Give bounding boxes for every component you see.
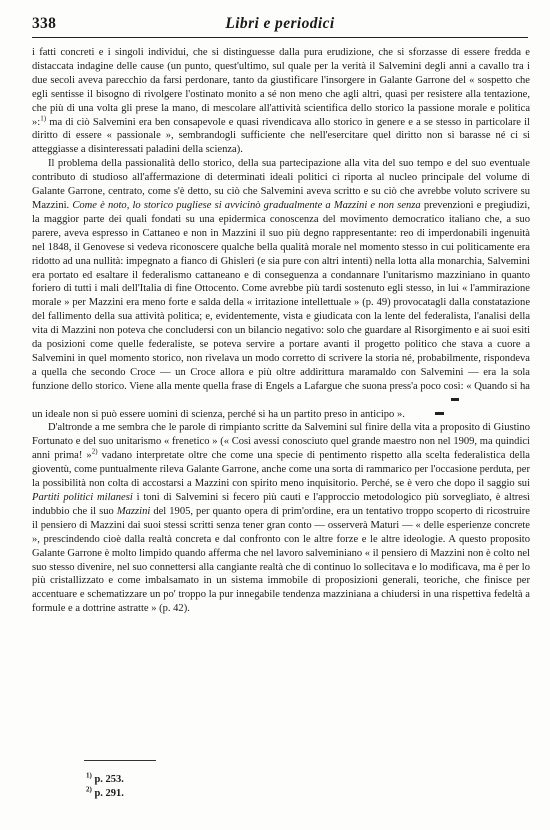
running-title: Libri e periodici — [225, 15, 335, 32]
footnote-ref-1: 1) — [40, 114, 47, 123]
text-run: vadano interpretate oltre che come una specie di pentimento rispetto alla scelta federalistica della gioventù, come puntualmente rileva Galante Garrone, anche come una sorta di rammarico per l'occasione perduta, per la possibilità non colta di accostarsi a Mazzini con spirito meno inquisitorio. Perché, se è vero che dopo il saggio sui — [32, 450, 530, 490]
text-run: i fatti concreti e i singoli individui, che si distinguesse dalla pura erudizione, che si sforzasse di essere fredda e distaccata indagine delle cause (un punto, quest'ultimo, sul quale per la verità il Salvemini degli anni a cavallo tra i due secoli aveva parecchio da farsi perdonare, tanto da giustificare l'insorgere in Galante Garrone del « sospetto che egli sentisse il bisogno di rivolgere l'ostinato monito a sé non meno che agli altri, quasi per resistere alla tentazione, che più di una volta gli prese la mano, di mescolare all'attività scientifica dello storico la passione morale e politica »: — [32, 47, 530, 128]
text-run: prevenzioni e pregiudizi, la maggior parte dei quali fondati su una epidermica conoscenza del movimento democratico italiano che, a suo parere, aveva espresso in Cattaneo e non in Mazzini il suo più degno rappresentante: reo di imperdonabili ingenuità nel 1848, il Genovese si vedeva riconoscere qualche bella qualità morale nel momento stesso in cui politicamente era ridotto ad una nullità: impegnato a fianco di Ghisleri (e sia pure con altri intenti) nella lotta alla monarchia, Salvemini era portato ed esaltare il federalismo cattaneano e di conseguenza a condannare l'unitarismo mazziniano in quanto foriero di tutti i mali dell'Italia di fine Ottocento. Come avrebbe più tardi sostenuto egli stesso, in lui « l'ammirazione morale » per Mazzini era meno forte e salda della « irritazione intellettuale » (p. 49) provocatagli dalla constatazione del fallimento della sua attività politica; e, evidentemente, vista e giudicata con la lente del federalista, l'analisi della vita di Mazzini non poteva che concludersi con un bilancio negativo: solo che guardare al Risorgimento e ai suoi esiti da posizioni come quelle federaliste, se poteva servire a portare avanti il progetto politico che stava a cuore a Salvemini in quel momento storico, non rivelava un modo corretto di scrivere la storia né, probabilmente, rispondeva a quella che secondo Croce — un Croce allora e più oltre addirittura maramaldo con Salvemini — era la sola funzione dello storico. Viene alla mente quella frase di Engels a Lafargue che suona press'a poco così: « Quando si ha un ideale non si può essere uomini di scienza, perché si ha un partito preso in anticipo ». — [32, 199, 530, 420]
footnote-mark: 2) — [86, 785, 92, 794]
footnote-text: p. 291. — [94, 788, 124, 800]
footnote-text: p. 253. — [94, 774, 124, 785]
footnote-rule — [84, 760, 156, 761]
text-run: ma di ciò Salvemini era ben consapevole e quasi rivendicava allo storico in genere e a se stesso in particolare il diritto di essere « passionale », sembrandogli sufficiente che nell'esercitare quel diritto non si barasse né ci si atteggiasse a disinteressati paladini della scienza). — [32, 116, 530, 156]
page-number: 338 — [32, 15, 57, 32]
paragraph-2 — [32, 157, 530, 421]
text-run: i toni di Salvemini si fecero più cauti e l'approccio metodologico più sorvegliato, è altresì indubbio che il suo — [32, 492, 531, 517]
footnote-2 — [86, 787, 124, 801]
text-run-italic: Partiti politici milanesi — [32, 492, 133, 503]
body-text — [32, 46, 530, 616]
running-head — [32, 15, 528, 38]
text-run-italic: Mazzini — [116, 505, 151, 517]
text-run-italic: Come è noto, lo storico pugliese si avvicinò gradualmente a Mazzini e non senza — [72, 199, 421, 211]
text-run: Il problema della passionalità dello storico, della sua partecipazione alla vita del suo tempo e del suo eventuale contributo di studioso all'affermazione di determinati ideali politici ci riporta al nucleo principale del volume di Galante Garrone, centrato, come s'è detto, su ciò che Salvemini aveva scritto e su ciò che avrebbe voluto scrivere su Mazzini. — [32, 158, 530, 211]
text-run: D'altronde a me sembra che le parole di rimpianto scritte da Salvemini sul finire della vita a proposito di Giustino Fortunato e del suo unitarismo « frenetico » (« Così avessi conosciuto quel grande maestro non nel 1909, ma quindici anni prima! » — [32, 422, 530, 462]
text-run: del 1905, per quanto opera di prim'ordine, era un tentativo troppo scoperto di ricostruire il pensiero di Mazzini dai suoi stessi scritti senza tener gran conto — osserverà Maturi — « delle esperienze concrete », prescindendo cioè dalla realtà concreta e dal confronto con le altre forze e le altre ideologie. A questo proposito Galante Garrone è molto limpido quando afferma che nel lavoro salveminiano « il pensiero di Mazzini non è colto nel suo stesso divenire, nel suo connettersi alla cangiante realtà che di continuo lo sollecitava e lo modificava, ma è per lo più cristallizzato e come imbalsamato in un sistema immobile di proposizioni generali, teoriche, che finisce per accentuare e schematizzare un po' troppo la pur innegabile tendenza mazziniana a chiudersi in una rispettiva fedeltà a formule e a dottrine astratte » (p. 42). — [32, 505, 530, 615]
printer-mark — [435, 392, 457, 396]
paragraph-1 — [32, 46, 530, 157]
paragraph-3 — [32, 421, 530, 616]
footnote-mark: 1) — [86, 771, 92, 780]
footnotes — [86, 773, 124, 801]
footnote-ref-2: 2) — [91, 447, 98, 456]
